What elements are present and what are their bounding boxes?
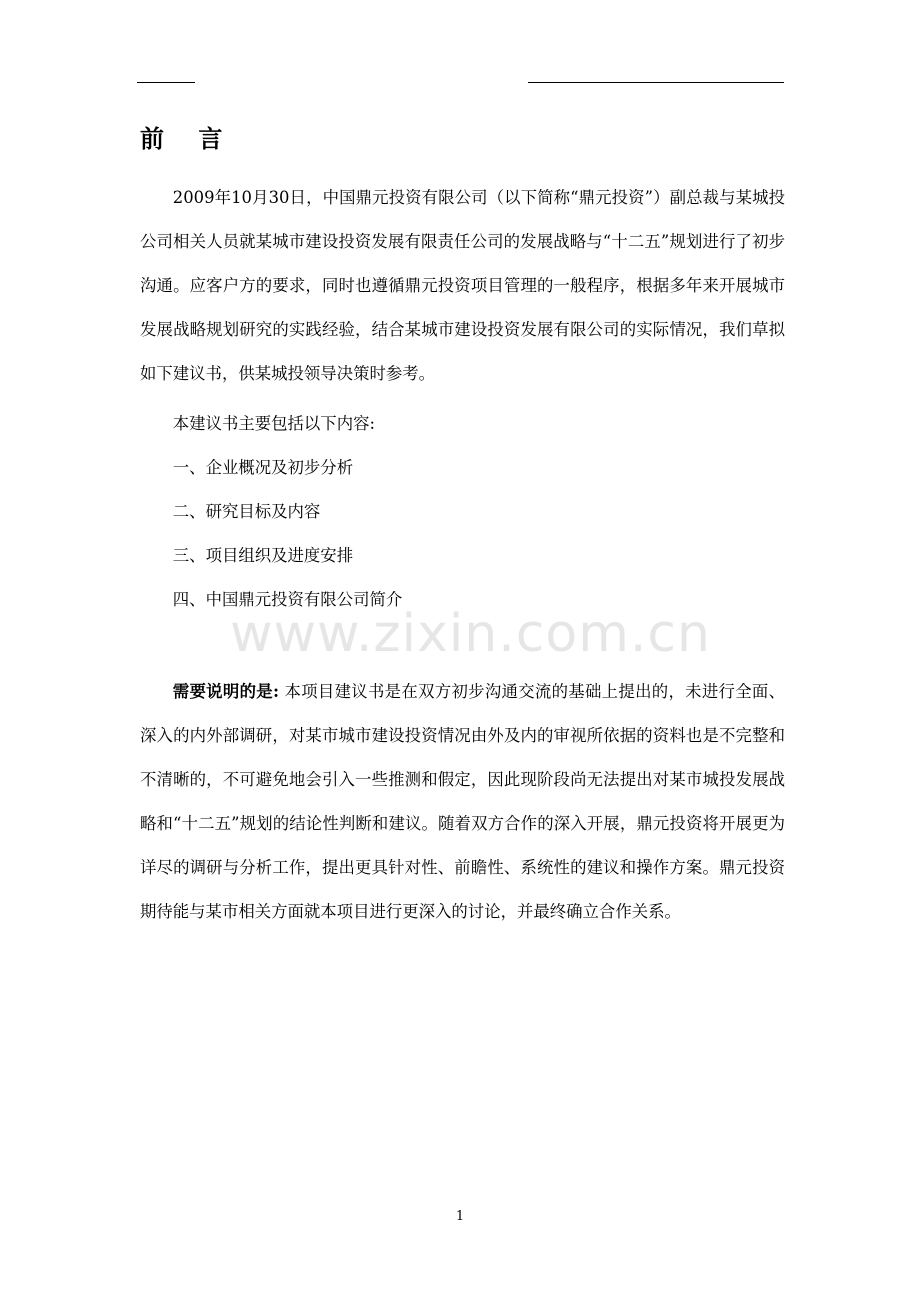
contents-item-1: 一、企业概况及初步分析: [172, 458, 354, 477]
contents-item-3: 三、项目组织及进度安排: [172, 546, 354, 565]
note-text: 本项目建议书是在双方初步沟通交流的基础上提出的，未进行全面、深入的内外部调研，对某市城市建设投资情况由外及内的审视所依据的资料也是不完整和不清晰的，不可避免地会引入一些推测和假定，因此现阶段尚无法提出对某市城投发展战略和“十二五”规划的结论性判断和建议。随着双方合作的深入开展，鼎元投资将开展更为详尽的调研与分析工作，提出更具针对性、前瞻性、系统性的建议和操作方案。鼎元投资期待能与某市相关方面就本项目进行更深入的讨论，并最终确立合作关系。: [140, 682, 785, 921]
contents-item-2: 二、研究目标及内容: [172, 502, 321, 521]
page-title: 前 言: [140, 124, 236, 153]
contents-item-4: 四、中国鼎元投资有限公司简介: [172, 590, 403, 609]
note-label: 需要说明的是:: [172, 682, 280, 701]
header-rule-left: [137, 82, 195, 83]
note-paragraph: [140, 670, 785, 934]
watermark: www.zixin.com.cn: [230, 604, 711, 664]
header-rule-right: [528, 82, 784, 83]
contents-intro: 本建议书主要包括以下内容:: [172, 414, 376, 433]
page-number: 1: [455, 1209, 465, 1224]
intro-paragraph: 2009年10月30日，中国鼎元投资有限公司（以下简称“鼎元投资”）副总裁与某城投公司相关人员就某城市建设投资发展有限责任公司的发展战略与“十二五”规划进行了初步沟通。应客户方的要求，同时也遵循鼎元投资项目管理的一般程序，根据多年来开展城市发展战略规划研究的实践经验，结合某城市建设投资发展有限公司的实际情况，我们草拟如下建议书，供某城投领导决策时参考。: [140, 188, 785, 383]
